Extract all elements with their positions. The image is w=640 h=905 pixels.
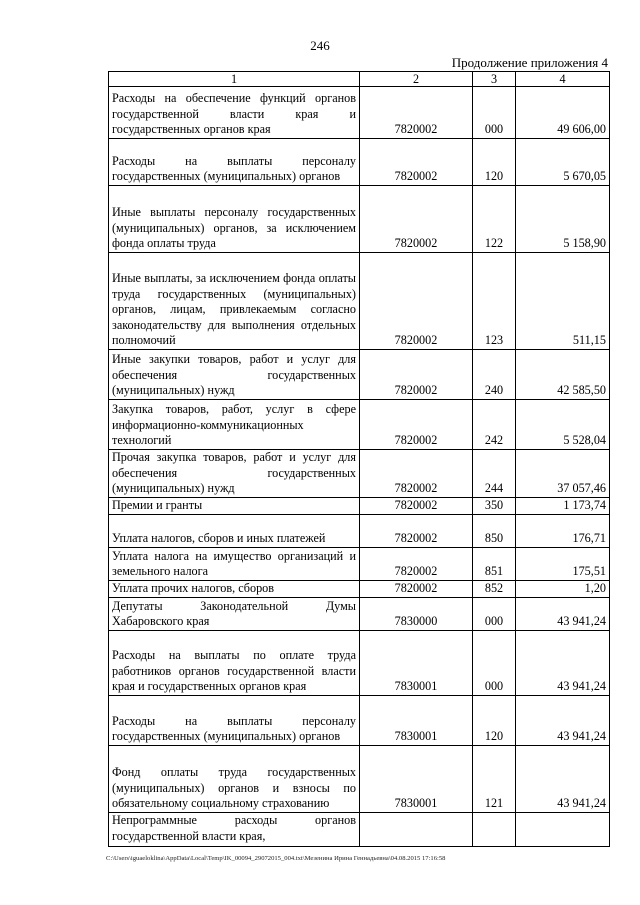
row-code: 7820002	[360, 186, 473, 253]
row-amount: 43 941,24	[516, 746, 610, 813]
table-row	[109, 186, 610, 253]
table-row	[109, 548, 610, 581]
table-row	[109, 581, 610, 598]
row-vr: 000	[473, 631, 516, 696]
row-amount: 49 606,00	[516, 87, 610, 139]
row-description: Закупка товаров, работ, услуг в сфере информационно-коммуникационных технологий	[109, 400, 360, 450]
table-row	[109, 139, 610, 186]
table-row	[109, 631, 610, 696]
row-amount: 1 173,74	[516, 498, 610, 515]
header-col-2: 2	[360, 72, 473, 87]
table-row	[109, 400, 610, 450]
row-vr: 852	[473, 581, 516, 598]
row-amount: 43 941,24	[516, 696, 610, 746]
row-code	[360, 813, 473, 847]
row-code: 7820002	[360, 515, 473, 548]
row-vr: 851	[473, 548, 516, 581]
row-amount: 511,15	[516, 253, 610, 350]
row-vr: 123	[473, 253, 516, 350]
table-row	[109, 598, 610, 631]
table-row	[109, 696, 610, 746]
row-code: 7830000	[360, 598, 473, 631]
table-row	[109, 515, 610, 548]
row-description: Иные закупки товаров, работ и услуг для обеспечения государственных (муниципальных) нужд	[109, 350, 360, 400]
header-col-3: 3	[473, 72, 516, 87]
row-amount: 5 670,05	[516, 139, 610, 186]
row-vr: 120	[473, 696, 516, 746]
row-amount: 5 158,90	[516, 186, 610, 253]
table-row	[109, 813, 610, 847]
row-code: 7820002	[360, 548, 473, 581]
row-description: Расходы на выплаты персоналу государственных (муниципальных) органов	[109, 139, 360, 186]
row-description: Уплата налогов, сборов и иных платежей	[109, 515, 360, 548]
continuation-label: Продолжение приложения 4	[451, 55, 608, 70]
row-code: 7820002	[360, 400, 473, 450]
row-description: Фонд оплаты труда государственных (муниципальных) органов и взносы по обязательному социальному страхованию	[109, 746, 360, 813]
row-amount: 43 941,24	[516, 631, 610, 696]
row-amount: 1,20	[516, 581, 610, 598]
row-code: 7820002	[360, 87, 473, 139]
file-path-footer: C:\Users\iguaeloklina\AppData\Local\Temp\IK_00094_29072015_004.txt\Мезенина Ирина Геннадьевна\04.08.2015 17:16:58	[106, 855, 446, 862]
row-code: 7820002	[360, 350, 473, 400]
row-description: Депутаты Законодательной Думы Хабаровского края	[109, 598, 360, 631]
header-col-4: 4	[516, 72, 610, 87]
row-amount: 42 585,50	[516, 350, 610, 400]
row-code: 7820002	[360, 139, 473, 186]
row-vr: 122	[473, 186, 516, 253]
row-amount: 175,51	[516, 548, 610, 581]
table-header-row	[109, 72, 610, 87]
row-description: Расходы на выплаты персоналу государственных (муниципальных) органов	[109, 696, 360, 746]
row-code: 7820002	[360, 581, 473, 598]
row-description: Прочая закупка товаров, работ и услуг для обеспечения государственных (муниципальных) нужд	[109, 450, 360, 498]
row-amount: 43 941,24	[516, 598, 610, 631]
page-number: 246	[310, 38, 330, 53]
row-description: Расходы на обеспечение функций органов государственной власти края и государственных органов края	[109, 87, 360, 139]
row-code: 7830001	[360, 631, 473, 696]
row-description: Иные выплаты персоналу государственных (муниципальных) органов, за исключением фонда оплаты труда	[109, 186, 360, 253]
row-description: Иные выплаты, за исключением фонда оплаты труда государственных (муниципальных) органов, лицам, привлекаемым согласно законодательству для выполнения отдельных полномочий	[109, 253, 360, 350]
row-vr: 240	[473, 350, 516, 400]
header-col-1: 1	[109, 72, 360, 87]
table-row	[109, 350, 610, 400]
row-description: Непрограммные расходы органов государственной власти края,	[109, 813, 360, 847]
row-code: 7830001	[360, 746, 473, 813]
row-vr: 244	[473, 450, 516, 498]
table-row	[109, 450, 610, 498]
row-amount: 176,71	[516, 515, 610, 548]
row-code: 7820002	[360, 253, 473, 350]
row-code: 7830001	[360, 696, 473, 746]
row-vr: 850	[473, 515, 516, 548]
row-code: 7820002	[360, 498, 473, 515]
row-vr: 000	[473, 87, 516, 139]
row-amount: 37 057,46	[516, 450, 610, 498]
row-vr: 242	[473, 400, 516, 450]
row-description: Уплата прочих налогов, сборов	[109, 581, 360, 598]
row-code: 7820002	[360, 450, 473, 498]
row-amount	[516, 813, 610, 847]
table-row	[109, 87, 610, 139]
row-description: Премии и гранты	[109, 498, 360, 515]
row-vr: 350	[473, 498, 516, 515]
table-row	[109, 253, 610, 350]
budget-table	[108, 71, 610, 847]
row-vr: 121	[473, 746, 516, 813]
table-row	[109, 746, 610, 813]
row-vr: 000	[473, 598, 516, 631]
row-vr: 120	[473, 139, 516, 186]
row-amount: 5 528,04	[516, 400, 610, 450]
row-description: Расходы на выплаты по оплате труда работников органов государственной власти края и государственных органов края	[109, 631, 360, 696]
row-description: Уплата налога на имущество организаций и земельного налога	[109, 548, 360, 581]
row-vr	[473, 813, 516, 847]
table-row	[109, 498, 610, 515]
